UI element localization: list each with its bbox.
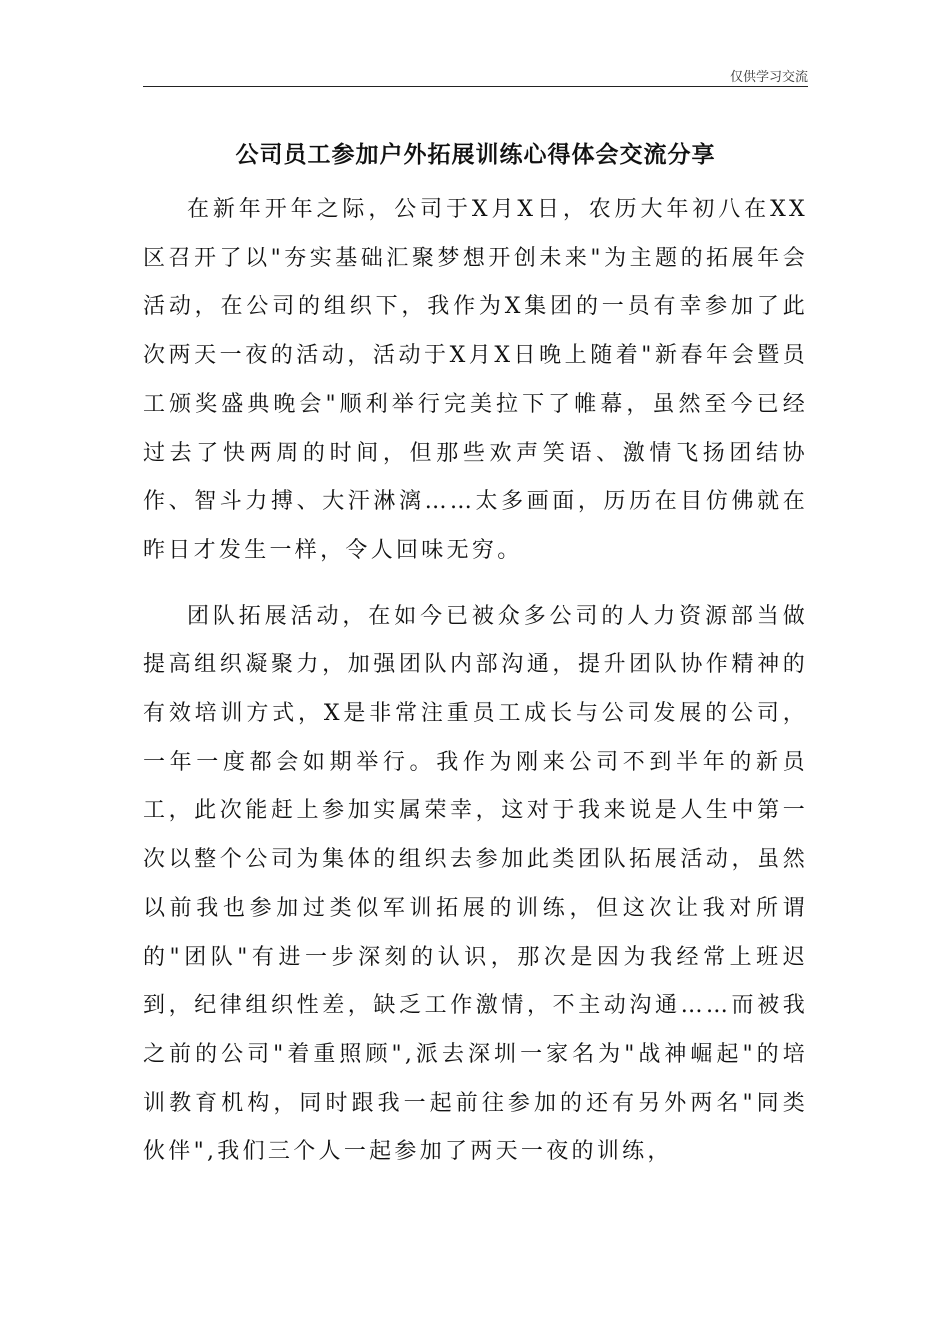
document-body xyxy=(143,186,808,1194)
header-divider xyxy=(143,86,808,87)
paragraph-1: 在新年开年之际，公司于X月X日，农历大年初八在XX区召开了以"夯实基础汇聚梦想开创未来"为主题的拓展年会活动，在公司的组织下，我作为X集团的一员有幸参加了此次两天一夜的活动，活动于X月X日晚上随着"新春年会暨员工颁奖盛典晚会"顺利举行完美拉下了帷幕，虽然至今已经过去了快两周的时间，但那些欢声笑语、激情飞扬团结协作、智斗力搏、大汗淋漓……太多画面，历历在目仿佛就在昨日才发生一样，令人回味无穷。 xyxy=(143,197,808,563)
header-note: 仅供学习交流 xyxy=(729,70,808,85)
paragraph-2: 团队拓展活动，在如今已被众多公司的人力资源部当做提高组织凝聚力，加强团队内部沟通，提升团队协作精神的有效培训方式，X是非常注重员工成长与公司发展的公司，一年一度都会如期举行。我作为刚来公司不到半年的新员工，此次能赶上参加实属荣幸，这对于我来说是人生中第一次以整个公司为集体的组织去参加此类团队拓展活动，虽然以前我也参加过类似军训拓展的训练，但这次让我对所谓的"团队"有进一步深刻的认识，那次是因为我经常上班迟到，纪律组织性差，缺乏工作激情，不主动沟通……而被我之前的公司"着重照顾",派去深圳一家名为"战神崛起"的培训教育机构，同时跟我一起前往参加的还有另外两名"同类伙伴",我们三个人一起参加了两天一夜的训练， xyxy=(143,603,808,1165)
document-title: 公司员工参加户外拓展训练心得体会交流分享 xyxy=(235,141,716,168)
